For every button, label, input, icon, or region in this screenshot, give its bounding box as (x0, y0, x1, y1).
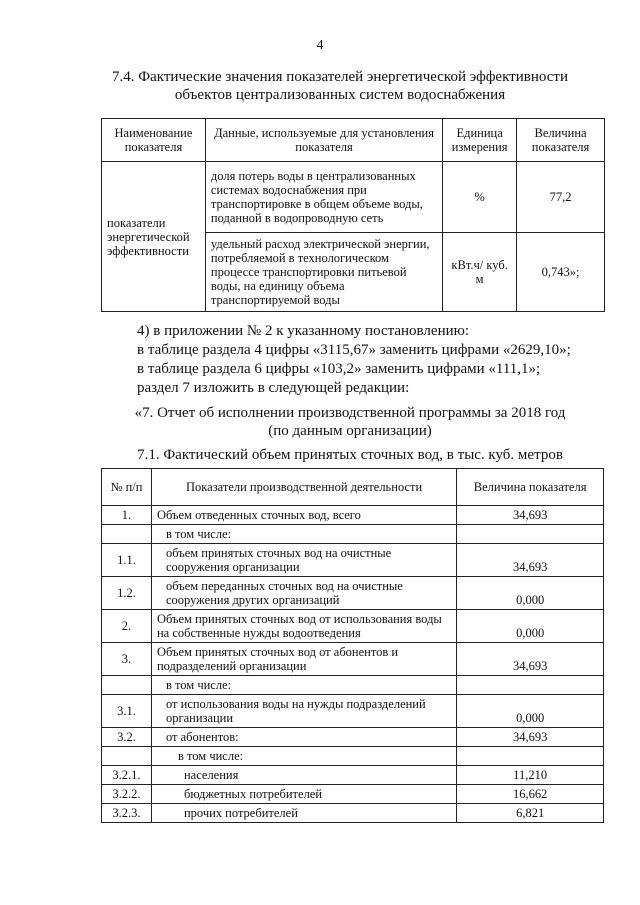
report-title (100, 404, 600, 440)
table-header-row (102, 119, 605, 162)
table-row (102, 544, 604, 577)
row-number (102, 676, 152, 695)
row-name: в том числе: (151, 525, 456, 544)
row-value: 0,000 (457, 610, 604, 643)
row-value: 34,693 (457, 544, 604, 577)
row-number: 3.2.2. (102, 785, 152, 804)
section-7-1-title: 7.1. Фактический объем принятых сточных вод, в тыс. куб. метров (137, 447, 563, 463)
table-row (102, 676, 604, 695)
table-row (102, 525, 604, 544)
header-unit: Единица измерения (443, 119, 517, 162)
table-row (102, 577, 604, 610)
row-name: объем переданных сточных вод на очистные сооружения других организаций (151, 577, 456, 610)
table-row (102, 766, 604, 785)
row-value: 6,821 (457, 804, 604, 823)
row-value: 11,210 (457, 766, 604, 785)
row-value: 0,000 (457, 695, 604, 728)
table-row (102, 162, 605, 233)
row-name: прочих потребителей (151, 804, 456, 823)
header-indicator-name: Наименование показателя (102, 119, 206, 162)
row-name: Объем принятых сточных вод от абонентов и подразделений организации (151, 643, 456, 676)
row-value: 0,000 (457, 577, 604, 610)
row-number: 3. (102, 643, 152, 676)
amendment-line-2: в таблице раздела 4 цифры «3115,67» заменить цифрами «2629,10»; (137, 342, 571, 358)
table-row (102, 728, 604, 747)
table-row (102, 643, 604, 676)
row-name: от абонентов: (151, 728, 456, 747)
report-title-line2: (по данным организации) (268, 423, 432, 439)
header-value: Величина показателя (517, 119, 605, 162)
row-value: 34,693 (457, 506, 604, 525)
row-data: удельный расход электрической энергии, потребляемой в технологическом процессе транспортировки питьевой воды, на единицу объема транспортируемой воды (205, 233, 442, 312)
row-number: 3.2.1. (102, 766, 152, 785)
table-row (102, 785, 604, 804)
wastewater-volume-table (101, 468, 604, 823)
table-row (102, 804, 604, 823)
row-name: в том числе: (151, 747, 456, 766)
row-name: в том числе: (151, 676, 456, 695)
group-label: показатели энергетической эффективности (102, 162, 206, 312)
row-value: 34,693 (457, 728, 604, 747)
amendment-line-1: 4) в приложении № 2 к указанному постановлению: (137, 323, 469, 339)
amendment-line-4: раздел 7 изложить в следующей редакции: (137, 380, 410, 396)
section-7-4-title (60, 68, 620, 104)
row-number: 1. (102, 506, 152, 525)
row-number: 1.1. (102, 544, 152, 577)
row-unit: % (443, 162, 517, 233)
header-value: Величина показателя (457, 469, 604, 506)
section-7-4-title-line2: объектов централизованных систем водоснабжения (174, 87, 506, 103)
row-value (457, 747, 604, 766)
row-unit: кВт.ч/ куб. м (443, 233, 517, 312)
header-number: № п/п (102, 469, 152, 506)
row-name: населения (151, 766, 456, 785)
row-name: от использования воды на нужды подразделений организации (151, 695, 456, 728)
row-value: 16,662 (457, 785, 604, 804)
row-name: объем принятых сточных вод на очистные сооружения организации (151, 544, 456, 577)
row-number: 3.2. (102, 728, 152, 747)
amendment-line-3: в таблице раздела 6 цифры «103,2» заменить цифрами «111,1»; (137, 361, 541, 377)
row-number: 3.2.3. (102, 804, 152, 823)
section-7-4-title-line1: 7.4. Фактические значения показателей энергетической эффективности (112, 69, 568, 85)
table-row (102, 747, 604, 766)
table-row (102, 695, 604, 728)
row-name: Объем отведенных сточных вод, всего (151, 506, 456, 525)
table-header-row (102, 469, 604, 506)
row-number: 3.1. (102, 695, 152, 728)
energy-efficiency-table (101, 118, 605, 312)
page-number: 4 (316, 38, 324, 53)
row-value: 34,693 (457, 643, 604, 676)
row-value (457, 525, 604, 544)
header-indicators: Показатели производственной деятельности (151, 469, 456, 506)
row-value: 77,2 (517, 162, 605, 233)
table-row (102, 610, 604, 643)
row-name: Объем принятых сточных вод от использования воды на собственные нужды водоотведения (151, 610, 456, 643)
row-value (457, 676, 604, 695)
report-title-line1: «7. Отчет об исполнении производственной программы за 2018 год (134, 405, 566, 421)
row-value: 0,743»; (517, 233, 605, 312)
table-row (102, 506, 604, 525)
row-number: 1.2. (102, 577, 152, 610)
row-number: 2. (102, 610, 152, 643)
row-number (102, 747, 152, 766)
row-data: доля потерь воды в централизованных системах водоснабжения при транспортировке в общем объеме воды, поданной в водопроводную сеть (205, 162, 442, 233)
row-number (102, 525, 152, 544)
header-data-used: Данные, используемые для установления показателя (205, 119, 442, 162)
row-name: бюджетных потребителей (151, 785, 456, 804)
